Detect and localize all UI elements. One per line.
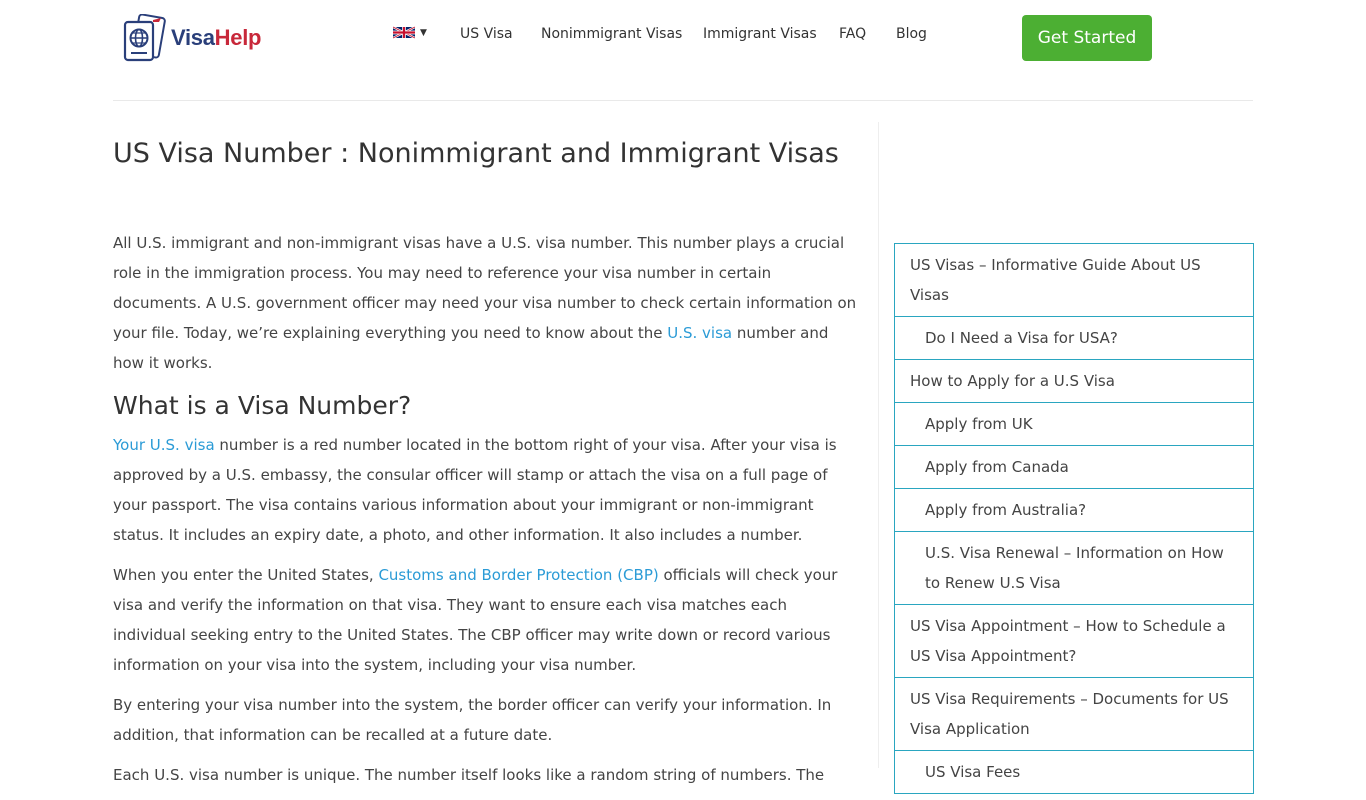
your-us-visa-link[interactable]: Your U.S. visa	[113, 436, 215, 454]
logo-text: VisaHelp	[171, 25, 262, 50]
section-heading: What is a Visa Number?	[113, 391, 412, 420]
toc-item[interactable]: How to Apply for a U.S Visa	[895, 360, 1253, 403]
toc-item[interactable]: Apply from Canada	[895, 446, 1253, 489]
sidebar-divider	[878, 122, 879, 768]
table-of-contents	[894, 243, 1254, 794]
toc-item[interactable]: US Visa Fees	[895, 751, 1253, 794]
article-body	[113, 228, 863, 800]
nav-immigrant-visas[interactable]: Immigrant Visas	[703, 26, 817, 42]
cbp-link[interactable]: Customs and Border Protection (CBP)	[378, 566, 659, 584]
nav-nonimmigrant-visas[interactable]: Nonimmigrant Visas	[541, 26, 683, 42]
main-nav	[393, 25, 927, 42]
nav-us-visa[interactable]: US Visa	[460, 26, 513, 42]
toc-item[interactable]: U.S. Visa Renewal – Information on How to Renew U.S Visa	[895, 532, 1253, 605]
toc-item[interactable]: US Visa Requirements – Documents for US Visa Application	[895, 678, 1253, 751]
article-paragraph: When you enter the United States, Customs and Border Protection (CBP) officials will check your visa and verify the information on that visa. They want to ensure each visa matches each individual seeking entry to the United States. The CBP officer may write down or record various information on your visa into the system, including your visa number.	[113, 566, 838, 674]
site-logo[interactable]	[122, 14, 261, 62]
article-paragraph: All U.S. immigrant and non-immigrant visas have a U.S. visa number. This number plays a crucial role in the immigration process. You may need to reference your visa number in certain documents. A U.S. government officer may need your visa number to check certain information on your file. Today, we’re explaining everything you need to know about the U.S. visa number and how it works.	[113, 234, 857, 372]
site-header	[0, 0, 1366, 100]
nav-faq[interactable]: FAQ	[839, 26, 867, 42]
toc-item[interactable]: Apply from Australia?	[895, 489, 1253, 532]
article-paragraph: Your U.S. visa number is a red number located in the bottom right of your visa. After your visa is approved by a U.S. embassy, the consular officer will stamp or attach the visa on a full page of your passport. The visa contains various information about your immigrant or non-immigrant status. It includes an expiry date, a photo, and other information. It also includes a number.	[113, 436, 837, 544]
uk-flag-icon	[393, 25, 415, 40]
toc-item[interactable]: US Visas – Informative Guide About US Visas	[895, 244, 1253, 317]
toc-item[interactable]: Do I Need a Visa for USA?	[895, 317, 1253, 360]
passport-globe-logo-icon	[122, 14, 166, 62]
article-paragraph: By entering your visa number into the system, the border officer can verify your information. In addition, that information can be recalled at a future date.	[113, 696, 832, 744]
us-visa-link[interactable]: U.S. visa	[667, 324, 733, 342]
language-selector[interactable]	[393, 25, 427, 40]
page-title: US Visa Number : Nonimmigrant and Immigrant Visas	[113, 138, 839, 169]
toc-item[interactable]: US Visa Appointment – How to Schedule a US Visa Appointment?	[895, 605, 1253, 678]
article-paragraph: Each U.S. visa number is unique. The number itself looks like a random string of numbers. The	[113, 766, 825, 784]
header-divider	[113, 100, 1253, 101]
get-started-button[interactable]: Get Started	[1022, 15, 1152, 61]
toc-item[interactable]: Apply from UK	[895, 403, 1253, 446]
nav-blog[interactable]: Blog	[896, 26, 927, 42]
caret-down-icon: ▼	[420, 27, 427, 38]
